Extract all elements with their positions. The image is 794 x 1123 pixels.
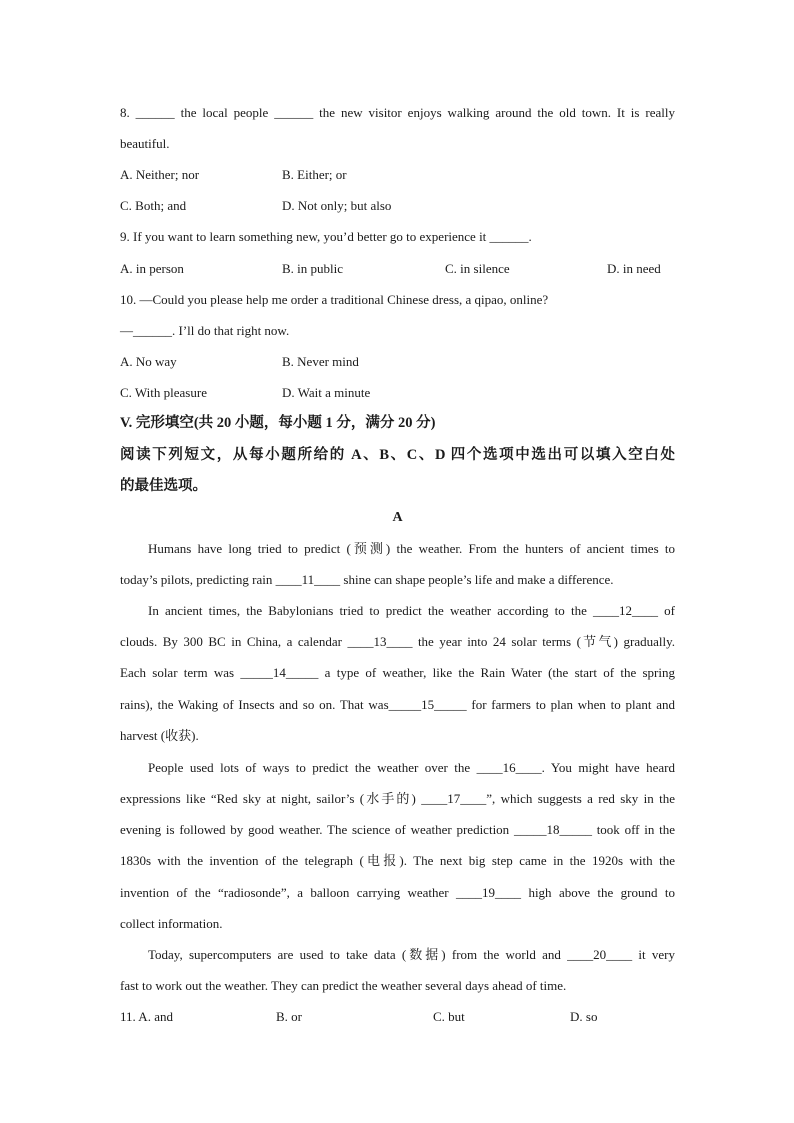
blank-16: ____16____: [476, 760, 542, 775]
blank-19: ____19____: [456, 885, 522, 900]
p2-line5: harvest (收获).: [120, 728, 199, 743]
q10-option-b: B. Never mind: [282, 354, 359, 369]
p2-line2: clouds. By 300 BC in China, a calendar ____13____ the year into 24 solar terms (节气) gradually.: [120, 634, 675, 649]
blank-12: ____12____: [593, 603, 658, 618]
q8-option-c: C. Both; and: [120, 198, 187, 213]
q9-option-a: A. in person: [120, 261, 184, 276]
blank-15: _____15_____: [388, 697, 467, 712]
q8-stem-line1: 8. ______ the local people ______ the new visitor enjoys walking around the old town. It is really: [120, 105, 675, 120]
q8-option-d: D. Not only; but also: [282, 198, 392, 213]
blank-20: ____20____: [567, 947, 633, 962]
p2-line1: In ancient times, the Babylonians tried to predict the weather according to the ____12____ of: [148, 603, 675, 618]
q10-stem: 10. —Could you please help me order a traditional Chinese dress, a qipao, online?: [120, 292, 549, 307]
blank-17: ____17____: [421, 791, 487, 806]
q11-option-b: B. or: [276, 1009, 302, 1024]
blank-14: _____14_____: [240, 665, 319, 680]
q10-option-c: C. With pleasure: [120, 385, 207, 400]
blank-11: ____11____: [275, 572, 341, 587]
q10-reply: —______. I’ll do that right now.: [120, 323, 290, 338]
q9-option-d: D. in need: [607, 261, 661, 276]
p1-line1: Humans have long tried to predict (预测) the weather. From the hunters of ancient times to: [148, 541, 675, 556]
passage-title: A: [392, 510, 403, 525]
q8-option-b: B. Either; or: [282, 167, 347, 182]
blank-13: ____13____: [347, 634, 413, 649]
section-heading: V. 完形填空(共 20 小题，每小题 1 分，满分 20 分): [120, 415, 436, 431]
p3-line2: expressions like “Red sky at night, sailor’s (水手的) ____17____”, which suggests a red sky in the: [120, 791, 675, 806]
q11-option-d: D. so: [570, 1009, 598, 1024]
q10-option-d: D. Wait a minute: [282, 385, 371, 400]
q9-option-c: C. in silence: [445, 261, 510, 276]
p1-line2: today’s pilots, predicting rain ____11____ shine can shape people’s life and make a difference.: [120, 572, 614, 587]
p3-line3: evening is followed by good weather. The science of weather prediction _____18_____ took off in the: [120, 822, 675, 837]
q10-option-a: A. No way: [120, 354, 177, 369]
p4-line1: Today, supercomputers are used to take data (数据) from the world and ____20____ it very: [148, 947, 675, 962]
q11-option-a: 11. A. and: [120, 1009, 173, 1024]
p3-line1: People used lots of ways to predict the weather over the ____16____. You might have heard: [148, 760, 675, 775]
blank-18: _____18_____: [513, 822, 592, 837]
p3-line4: 1830s with the invention of the telegraph (电报). The next big step came in the 1920s with the: [120, 853, 675, 868]
p3-line6: collect information.: [120, 916, 223, 931]
section-instruction-line1: 阅读下列短文，从每小题所给的 A、B、C、D 四个选项中选出可以填入空白处: [120, 447, 675, 463]
p3-line5: invention of the “radiosonde”, a balloon carrying weather ____19____ high above the ground to: [120, 885, 676, 900]
p2-line3: Each solar term was _____14_____ a type of weather, like the Rain Water (the start of the spring: [120, 665, 675, 680]
section-instruction-line2: 的最佳选项。: [120, 478, 207, 494]
q8-option-a: A. Neither; nor: [120, 167, 200, 182]
q9-stem: 9. If you want to learn something new, you’d better go to experience it ______.: [120, 229, 532, 244]
q11-option-c: C. but: [433, 1009, 465, 1024]
q9-option-b: B. in public: [282, 261, 344, 276]
p2-line4: rains), the Waking of Insects and so on. That was_____15_____ for farmers to plan when to plant and: [120, 697, 675, 712]
q8-stem-line2: beautiful.: [120, 136, 170, 151]
p4-line2: fast to work out the weather. They can predict the weather several days ahead of time.: [120, 978, 567, 993]
